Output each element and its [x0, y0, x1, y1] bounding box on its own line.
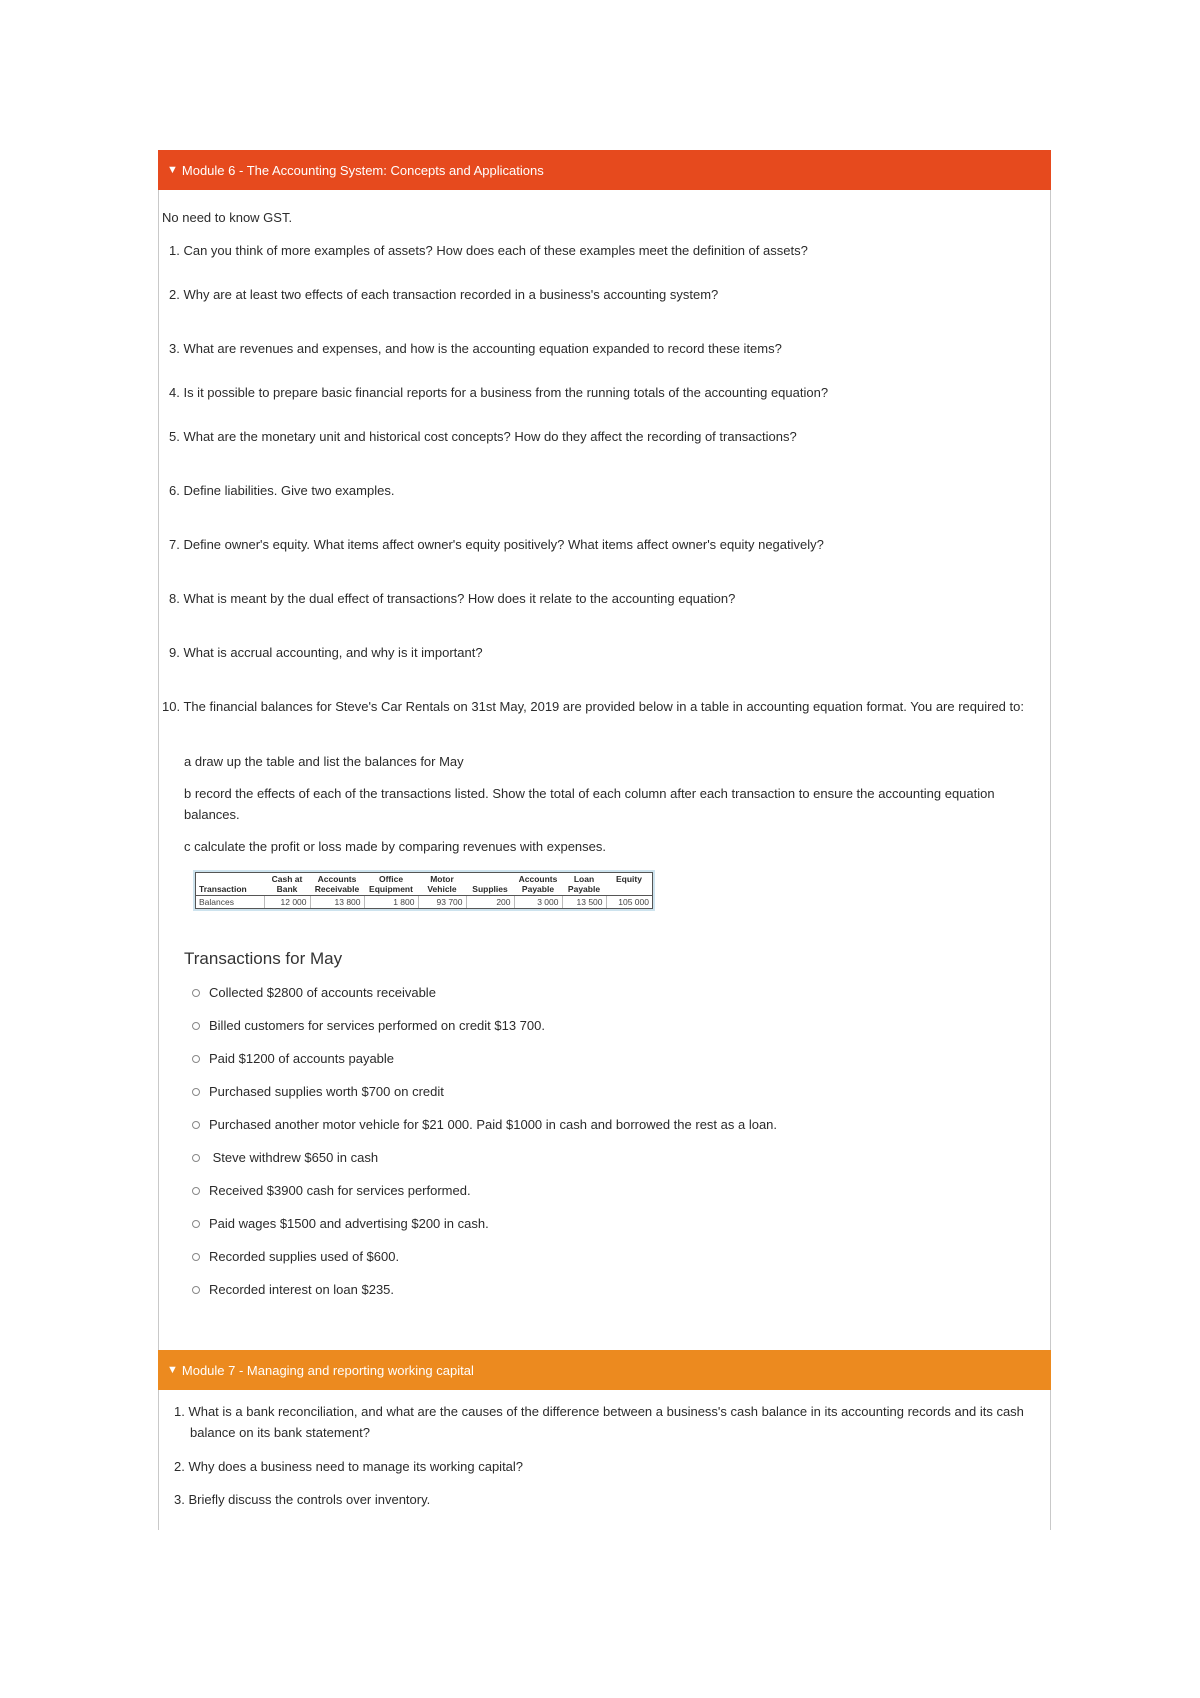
module-6-body — [158, 190, 1051, 1359]
col-motor-vehicle: Motor Vehicle — [427, 874, 457, 894]
question-8: 8. What is meant by the dual effect of transactions? How does it relate to the accounting equation? — [169, 591, 736, 606]
table-row — [196, 896, 652, 909]
cell-equity: 105 000 — [606, 896, 652, 909]
circle-bullet-icon — [192, 1220, 200, 1228]
cell-receivable: 13 800 — [310, 896, 364, 909]
circle-bullet-icon — [192, 1088, 200, 1096]
transaction-item: Billed customers for services performed on credit $13 700. — [192, 1015, 545, 1036]
circle-bullet-icon — [192, 1286, 200, 1294]
task-c: c calculate the profit or loss made by comparing revenues with expenses. — [184, 839, 606, 854]
question-3: 3. Briefly discuss the controls over inventory. — [174, 1492, 431, 1507]
transactions-heading: Transactions for May — [184, 949, 343, 968]
question-3: 3. What are revenues and expenses, and how is the accounting equation expanded to record these items? — [169, 341, 782, 356]
transaction-item: Collected $2800 of accounts receivable — [192, 982, 436, 1003]
transaction-item: Paid wages $1500 and advertising $200 in cash. — [192, 1213, 489, 1234]
transaction-item: Purchased supplies worth $700 on credit — [192, 1081, 444, 1102]
question-1: 1. What is a bank reconciliation, and what are the causes of the difference between a business's cash balance in its accounting records and its cash balance on its bank statement? — [174, 1404, 1024, 1440]
module-7-section — [158, 1350, 1051, 1530]
cell-payable: 3 000 — [514, 896, 562, 909]
table-header-row — [196, 873, 652, 896]
col-loan-payable: Loan Payable — [567, 874, 601, 894]
question-9: 9. What is accrual accounting, and why is it important? — [169, 645, 483, 660]
cell-vehicle: 93 700 — [418, 896, 466, 909]
transaction-item: Recorded interest on loan $235. — [192, 1279, 394, 1300]
col-office-equipment: Office Equipment — [369, 874, 413, 894]
transaction-item: Paid $1200 of accounts payable — [192, 1048, 394, 1069]
question-7: 7. Define owner's equity. What items affect owner's equity positively? What items affect owner's equity negatively? — [169, 537, 824, 552]
question-5: 5. What are the monetary unit and historical cost concepts? How do they affect the recording of transactions? — [169, 429, 797, 444]
circle-bullet-icon — [192, 1187, 200, 1195]
question-2: 2. Why are at least two effects of each transaction recorded in a business's accounting system? — [169, 287, 719, 302]
col-cash-at-bank: Cash at Bank — [271, 874, 303, 894]
question-10: 10. The financial balances for Steve's Car Rentals on 31st May, 2019 are provided below in a table in accounting equation format. You are required to: — [162, 699, 1024, 714]
cell-loan: 13 500 — [562, 896, 606, 909]
cell-supplies: 200 — [466, 896, 514, 909]
question-1: 1. Can you think of more examples of assets? How does each of these examples meet the definition of assets? — [169, 243, 808, 258]
col-transaction: Transaction — [199, 884, 247, 894]
module-7-title: Module 7 - Managing and reporting working capital — [181, 1362, 474, 1378]
caret-down-icon: ▼ — [167, 164, 178, 176]
col-accounts-receivable: Accounts Receivable — [314, 874, 360, 894]
cell-label: Balances — [196, 896, 264, 909]
transaction-item: Purchased another motor vehicle for $21 000. Paid $1000 in cash and borrowed the rest as a loan. — [192, 1114, 777, 1135]
transaction-item: Recorded supplies used of $600. — [192, 1246, 399, 1267]
circle-bullet-icon — [192, 1253, 200, 1261]
circle-bullet-icon — [192, 989, 200, 997]
transaction-item: Received $3900 cash for services performed. — [192, 1180, 471, 1201]
question-6: 6. Define liabilities. Give two examples. — [169, 483, 395, 498]
task-b: b record the effects of each of the transactions listed. Show the total of each column after each transaction to ensure the accounting equation balances. — [184, 786, 995, 822]
accounting-equation-table-frame — [193, 870, 655, 911]
question-4: 4. Is it possible to prepare basic financial reports for a business from the running totals of the accounting equation? — [169, 385, 829, 400]
accounting-equation-table — [196, 873, 652, 908]
circle-bullet-icon — [192, 1055, 200, 1063]
module-6-title: Module 6 - The Accounting System: Concepts and Applications — [181, 162, 544, 178]
circle-bullet-icon — [192, 1022, 200, 1030]
col-accounts-payable: Accounts Payable — [518, 874, 558, 894]
circle-bullet-icon — [192, 1121, 200, 1129]
module-6-header[interactable] — [158, 150, 1051, 190]
col-supplies: Supplies — [472, 884, 508, 894]
task-a: a draw up the table and list the balances for May — [184, 754, 464, 769]
module-6-section — [158, 150, 1051, 1359]
col-equity: Equity — [616, 874, 642, 884]
question-2: 2. Why does a business need to manage its working capital? — [174, 1459, 524, 1474]
transaction-item: Steve withdrew $650 in cash — [192, 1147, 378, 1168]
circle-bullet-icon — [192, 1154, 200, 1162]
cell-equipment: 1 800 — [364, 896, 418, 909]
module-7-body — [158, 1390, 1051, 1530]
module-7-header[interactable] — [158, 1350, 1051, 1390]
caret-down-icon: ▼ — [167, 1364, 178, 1376]
intro-text: No need to know GST. — [162, 210, 293, 225]
cell-cash: 12 000 — [264, 896, 310, 909]
